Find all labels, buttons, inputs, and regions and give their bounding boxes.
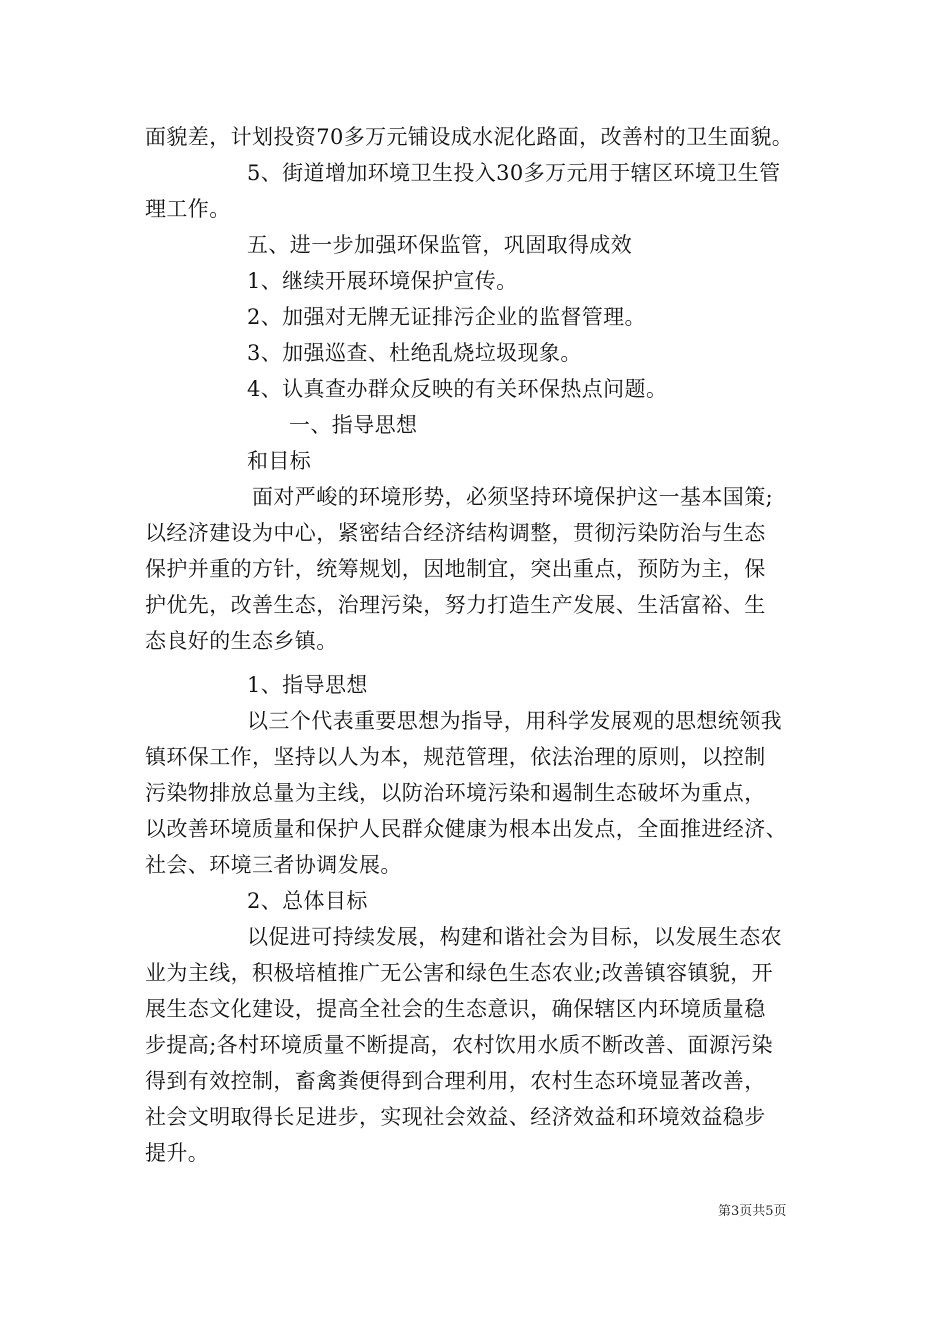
text-line: 面对严峻的环境形势，必须坚持环境保护这一基本国策;: [252, 485, 774, 509]
text-line: 社会、环境三者协调发展。: [145, 853, 402, 877]
text-line: 面貌差，计划投资70多万元铺设成水泥化路面，改善村的卫生面貌。: [145, 125, 794, 149]
text-line: 镇环保工作，坚持以人为本，规范管理，依法治理的原则，以控制: [145, 745, 766, 769]
text-line: 社会文明取得长足进步，实现社会效益、经济效益和环境效益稳步: [145, 1105, 766, 1129]
page-number: 第3页共5页: [718, 1204, 787, 1219]
text-line: 以促进可持续发展，构建和谐社会为目标，以发展生态农: [247, 925, 782, 949]
text-line: 提升。: [145, 1141, 210, 1165]
text-line: 态良好的生态乡镇。: [145, 629, 338, 653]
text-line: 步提高;各村环境质量不断提高，农村饮用水质不断改善、面源污染: [145, 1033, 774, 1057]
section-heading: 一、指导思想: [289, 413, 418, 437]
list-item: 3、加强巡查、杜绝乱烧垃圾现象。: [247, 341, 582, 365]
section-heading-continuation: 和目标: [247, 449, 312, 473]
text-line: 以改善环境质量和保护人民群众健康为根本出发点，全面推进经济、: [145, 817, 787, 841]
text-line: 污染物排放总量为主线，以防治环境污染和遏制生态破坏为重点，: [145, 781, 766, 805]
list-item: 2、加强对无牌无证排污企业的监督管理。: [247, 305, 646, 329]
list-item: 1、继续开展环境保护宣传。: [247, 269, 518, 293]
text-line: 保护并重的方针，统筹规划，因地制宜，突出重点，预防为主，保: [145, 557, 766, 581]
text-line: 得到有效控制，畜禽粪便得到合理利用，农村生态环境显著改善，: [145, 1069, 766, 1093]
section-heading: 五、进一步加强环保监管，巩固取得成效: [247, 233, 633, 257]
text-line: 理工作。: [145, 197, 231, 221]
text-line: 以三个代表重要思想为指导，用科学发展观的思想统领我: [247, 709, 782, 733]
text-line: 业为主线，积极培植推广无公害和绿色生态农业;改善镇容镇貌，开: [145, 961, 774, 985]
subsection-heading: 1、指导思想: [247, 673, 368, 697]
text-line: 展生态文化建设，提高全社会的生态意识，确保辖区内环境质量稳: [145, 997, 766, 1021]
text-line: 5、街道增加环境卫生投入30多万元用于辖区环境卫生管: [247, 161, 781, 185]
text-line: 护优先，改善生态，治理污染，努力打造生产发展、生活富裕、生: [145, 593, 766, 617]
list-item: 4、认真查办群众反映的有关环保热点问题。: [247, 377, 668, 401]
text-line: 以经济建设为中心，紧密结合经济结构调整，贯彻污染防治与生态: [145, 521, 766, 545]
subsection-heading: 2、总体目标: [247, 889, 368, 913]
